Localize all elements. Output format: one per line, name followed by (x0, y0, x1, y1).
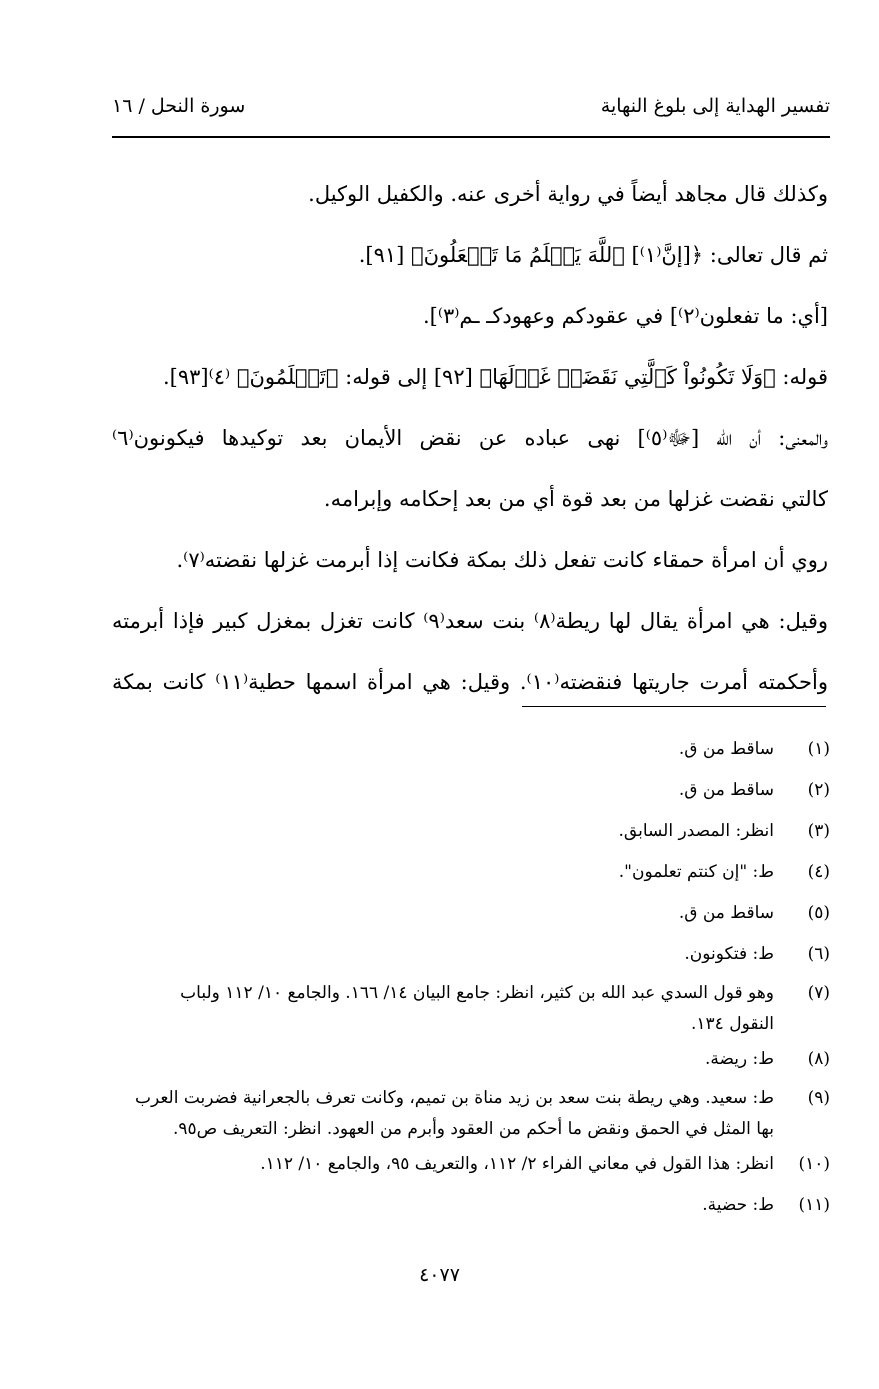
footnote-divider (522, 706, 826, 707)
footnote-text: ط: "إن كنتم تعلمون". (618, 862, 774, 882)
footnote (112, 978, 830, 1040)
footnote-number: (٨) (807, 1049, 830, 1069)
text-line: وكذلك قال مجاهد أيضاً في رواية أخرى عنه. والكفيل الوكيل. (308, 182, 828, 206)
footnote-number: (١٠) (798, 1154, 830, 1174)
footnote (112, 896, 830, 931)
footnote (112, 1083, 830, 1145)
footnote-text: ط: ريضة. (704, 1049, 774, 1069)
footnote-number: (٩) (807, 1088, 830, 1108)
footnote-number: (٧) (807, 983, 830, 1003)
text-line: وقيل: هي امرأة يقال لها ريطة⁽٨⁾ بنت سعد⁽٩⁾ كانت تغزل بمغزل كبير فإذا أبرمته (112, 609, 828, 633)
footnote (112, 855, 830, 890)
footnote-number: (٤) (807, 862, 830, 882)
footnote (112, 773, 830, 808)
footnote-number: (٦) (807, 944, 830, 964)
text-line: [أي: ما تفعلون⁽٢⁾] في عقودكم وعهودكـ ـم⁽٣⁾]. (422, 304, 828, 328)
footnote (112, 732, 830, 767)
footnote-text: ساقط من ق. (678, 780, 774, 800)
footnote-text: ساقط من ق. (678, 739, 774, 759)
footnote-text-block (112, 1083, 778, 1145)
footnote-continuation: بها المثل في الحمق ونقض ما أحكم من العقود وأبرم من العهود. انظر: التعريف ص٩٥. (173, 1119, 774, 1139)
footnotes (112, 732, 830, 1229)
footnote-text: ط: سعيد. وهي ريطة بنت سعد بن زيد مناة بن تميم، وكانت تعرف بالجعرانية فضربت العرب (134, 1088, 774, 1108)
footnote (112, 1042, 830, 1077)
footnote-text: ساقط من ق. (678, 903, 774, 923)
running-header (112, 92, 830, 120)
footnote (112, 937, 830, 972)
text-line: كالتي نقضت غزلها من بعد قوة أي من بعد إحكامه وإبرامه. (323, 487, 828, 511)
text-line: روي أن امرأة حمقاء كانت تفعل ذلك بمكة فكانت إذا أبرمت غزلها نقضته⁽٧⁾. (176, 548, 828, 572)
main-text (112, 164, 828, 713)
surah-info: سورة النحل / ١٦ (112, 95, 246, 117)
text-line: وأحكمته أمرت جاريتها فنقضته⁽١٠⁾. وقيل: هي امرأة اسمها حطية⁽١١⁾ كانت بمكة (112, 670, 828, 694)
footnote-number: (٣) (807, 821, 830, 841)
footnote-text: انظر: هذا القول في معاني الفراء ٢/ ١١٢، والتعريف ٩٥، والجامع ١٠/ ١١٢. (260, 1154, 774, 1174)
footnote-number: (١) (807, 739, 830, 759)
text-line: والمعنى: أن الله [ﷻ⁽٥⁾] نهى عباده عن نقض الأيمان بعد توكيدها فيكونون⁽٦⁾ (112, 426, 828, 450)
book-title: تفسير الهداية إلى بلوغ النهاية (600, 95, 830, 117)
text-line: ثم قال تعالى: ﴿[إنَّ⁽١⁾] ٱللَّهَ يَعۡلَمُ مَا تَفۡعَلُونَ﴾ [٩١]. (358, 243, 828, 267)
footnote-text: انظر: المصدر السابق. (618, 821, 774, 841)
footnote (112, 1147, 830, 1182)
footnote-text: ط: حضية. (702, 1195, 774, 1215)
footnote (112, 1188, 830, 1223)
footnote (112, 814, 830, 849)
footnote-text-block (112, 978, 778, 1040)
footnote-continuation: النقول ١٣٤. (691, 1014, 774, 1034)
footnote-number: (٢) (807, 780, 830, 800)
footnote-text: وهو قول السدي عبد الله بن كثير، انظر: جامع البيان ١٤/ ١٦٦. والجامع ١٠/ ١١٢ ولباب (180, 983, 774, 1003)
page-number: ٤٠٧٧ (419, 1264, 460, 1286)
footnote-text: ط: فتكونون. (684, 944, 774, 964)
text-line: قوله: ﴿وَلَا تَكُونُواْ كَٱلَّتِي نَقَضَتۡ غَزۡلَهَا﴾ [٩٢] إلى قوله: ﴿تَعۡلَمُونَ﴾ ⁽٤⁾[٩٣]. (162, 365, 828, 389)
header-divider (112, 136, 830, 138)
footnote-number: (١١) (798, 1195, 830, 1215)
footnote-number: (٥) (807, 903, 830, 923)
